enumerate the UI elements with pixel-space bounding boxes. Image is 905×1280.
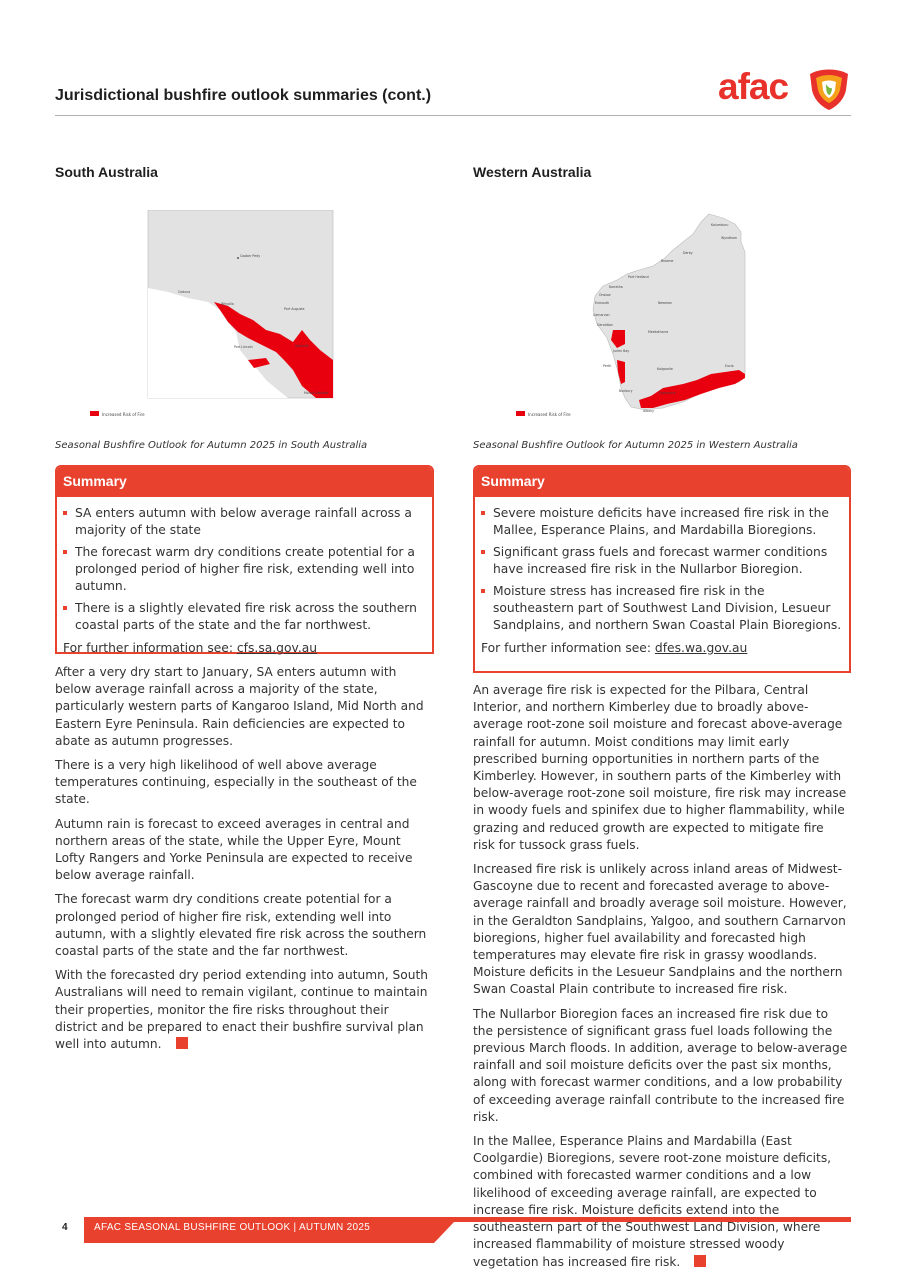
sa-section-title: South Australia <box>55 164 158 180</box>
list-item: SA enters autumn with below average rainfall across a majority of the state <box>63 505 428 539</box>
wa-paragraph: Increased fire risk is unlikely across inland areas of Midwest-Gascoyne due to recent and forecasted average to above-average rainfall and broadly average soil moisture. However, in the Geraldton Sandplains, Yalgoo, and southern Carnarvon bioregions, higher fuel availability and forecasted high temperatures may elevate fire risk in grassy woodlands. Moisture deficits in the Lesueur Sandplains and the northern Swan Coastal Plain contribute to increased fire risk. <box>473 862 847 997</box>
wa-paragraph-last <box>473 1133 849 1271</box>
wa-map-label: Kalumburu <box>711 223 729 227</box>
sa-cfs-link[interactable]: cfs.sa.gov.au <box>236 641 318 655</box>
header-divider <box>55 115 851 116</box>
wa-map-label: Exmouth <box>595 301 610 305</box>
afac-logo <box>718 66 852 112</box>
sa-map-label: Port Augusta <box>284 307 305 311</box>
sa-map-label: Coober Pedy <box>240 254 261 258</box>
sa-map-legend: Increased Risk of Fire <box>102 412 145 417</box>
wa-paragraph: An average fire risk is expected for the Pilbara, Central Interior, and northern Kimberley due to broadly above-average root-zone soil moisture and forecast above-average rainfall for autumn. Moist conditions may limit early prescribed burning opportunities in northern parts of the Kimberley. However, in southern parts of the Kimberley with below-average root-zone soil moisture, fire risk may increase in woody fuels and spinifex due to higher flammability, while grazing and reduced growth are expected to mitigate fire risk for tussock grass fuels. <box>473 683 847 852</box>
sa-map-label: Mount Gambier <box>304 391 329 395</box>
further-info-label: For further information see: <box>481 641 655 655</box>
logo-text: afac <box>718 66 789 107</box>
wa-body <box>473 682 849 1278</box>
wa-map-label: Esperance <box>659 391 676 395</box>
wa-map-label: Geraldton <box>597 323 613 327</box>
page-title: Jurisdictional bushfire outlook summaries (cont.) <box>55 87 432 104</box>
wa-map-label: Perth <box>603 364 612 368</box>
wa-map-label: Karratha <box>609 285 623 289</box>
wa-summary-box <box>473 465 851 673</box>
wa-paragraph: The Nullarbor Bioregion faces an increased fire risk due to the persistence of significant grass fuel loads following the previous March floods. In addition, average to below-average rainfall and soil moisture deficits over the past six months, along with forecast warmer conditions, and a low probability of exceeding average rainfall contribute to the increased fire risk. <box>473 1006 848 1124</box>
sa-paragraph: The forecast warm dry conditions create potential for a prolonged period of higher fire risk, extending well into autumn, with a slightly elevated fire risk across the southern coastal parts of the state and the far northwest. <box>55 892 427 959</box>
list-item: There is a slightly elevated fire risk across the southern coastal parts of the state and the far northwest. <box>63 600 428 634</box>
wa-map-label: Port Hedland <box>628 275 649 279</box>
sa-map-label: Adelaide <box>295 344 309 348</box>
wa-map-label: Jurien Bay <box>613 349 630 353</box>
sa-map-caption: Seasonal Bushfire Outlook for Autumn 2025 in South Australia <box>55 440 368 451</box>
sa-body <box>55 664 433 1060</box>
sa-paragraph: After a very dry start to January, SA enters autumn with below average rainfall across a majority of the state, particularly western parts of Kangaroo Island, Mid North and Eastern Eyre Peninsula. Rain deficiencies are expected to abate as autumn progresses. <box>55 665 424 748</box>
wa-paragraph: In the Mallee, Esperance Plains and Mardabilla (East Coolgardie) Bioregions, severe root-zone moisture deficits, combined with forecasted warmer conditions and a low likelihood of exceeding average rainfall, are expected to increase fire risk. Moisture deficits extend into the southeastern part of the Southwest Land Division, where increased flammability of moisture stressed woody vegetation has increased fire risk. <box>473 1134 832 1269</box>
wa-map <box>513 212 748 422</box>
wa-map-label: Eucla <box>725 364 734 368</box>
wa-dfes-link[interactable]: dfes.wa.gov.au <box>654 641 748 655</box>
sa-further-info <box>57 639 432 655</box>
list-item: Moisture stress has increased fire risk in the southeastern part of Southwest Land Division, Lesueur Sandplains, and northern Swan Coastal Plain Bioregions. <box>481 583 845 634</box>
list-item: Severe moisture deficits have increased fire risk in the Mallee, Esperance Plains, and Mardabilla Bioregions. <box>481 505 845 539</box>
sa-summary-list <box>57 505 432 634</box>
wa-map-label: Broome <box>661 259 674 263</box>
wa-map-label: Bunbury <box>619 389 633 393</box>
flame-shield-icon <box>806 66 852 112</box>
sa-paragraph-last <box>55 967 433 1053</box>
sa-map-label: Ceduna <box>178 290 191 294</box>
sa-summary-box <box>55 465 434 654</box>
sa-map-label: Whyalla <box>221 302 234 306</box>
wa-map-caption: Seasonal Bushfire Outlook for Autumn 2025 in Western Australia <box>473 440 798 451</box>
further-info-label: For further information see: <box>63 641 237 655</box>
sa-summary-heading: Summary <box>57 467 432 497</box>
list-item: Significant grass fuels and forecast warmer conditions have increased fire risk in the Nullarbor Bioregion. <box>481 544 845 578</box>
wa-map-label: Onslow <box>599 293 611 297</box>
wa-map-label: Newman <box>658 301 673 305</box>
end-mark <box>694 1255 706 1267</box>
wa-further-info <box>475 639 849 655</box>
wa-section-title: Western Australia <box>473 164 592 180</box>
wa-map-label: Carnarvon <box>593 313 610 317</box>
wa-map-label: Meekatharra <box>648 330 669 334</box>
page-number: 4 <box>62 1222 68 1233</box>
sa-paragraph: With the forecasted dry period extending into autumn, South Australians will need to remain vigilant, continue to maintain their properties, monitor the fire risks throughout their district and be prepared to enact their bushfire survival plan well into autumn. <box>55 968 428 1052</box>
list-item: The forecast warm dry conditions create potential for a prolonged period of higher fire risk, extending well into autumn. <box>63 544 428 595</box>
footer-text: AFAC SEASONAL BUSHFIRE OUTLOOK | AUTUMN 2025 <box>94 1222 371 1233</box>
wa-map-label: Kalgoorlie <box>657 367 673 371</box>
wa-summary-heading: Summary <box>475 467 849 497</box>
sa-map-label: Port Lincoln <box>234 345 253 349</box>
sa-map <box>88 210 338 422</box>
sa-paragraph: Autumn rain is forecast to exceed averages in central and northern areas of the state, while the Upper Eyre, Mount Lofty Rangers and Yorke Peninsula are expected to receive below average rainfall. <box>55 816 413 883</box>
wa-map-label: Albany <box>643 409 654 413</box>
end-mark <box>176 1037 188 1049</box>
wa-map-label: Derby <box>683 251 693 255</box>
wa-map-legend: Increased Risk of Fire <box>528 412 571 417</box>
wa-map-label: Wyndham <box>721 236 738 240</box>
wa-summary-list <box>475 505 849 634</box>
sa-paragraph: There is a very high likelihood of well above average temperatures continuing, especially in the southeast of the state. <box>55 758 417 807</box>
